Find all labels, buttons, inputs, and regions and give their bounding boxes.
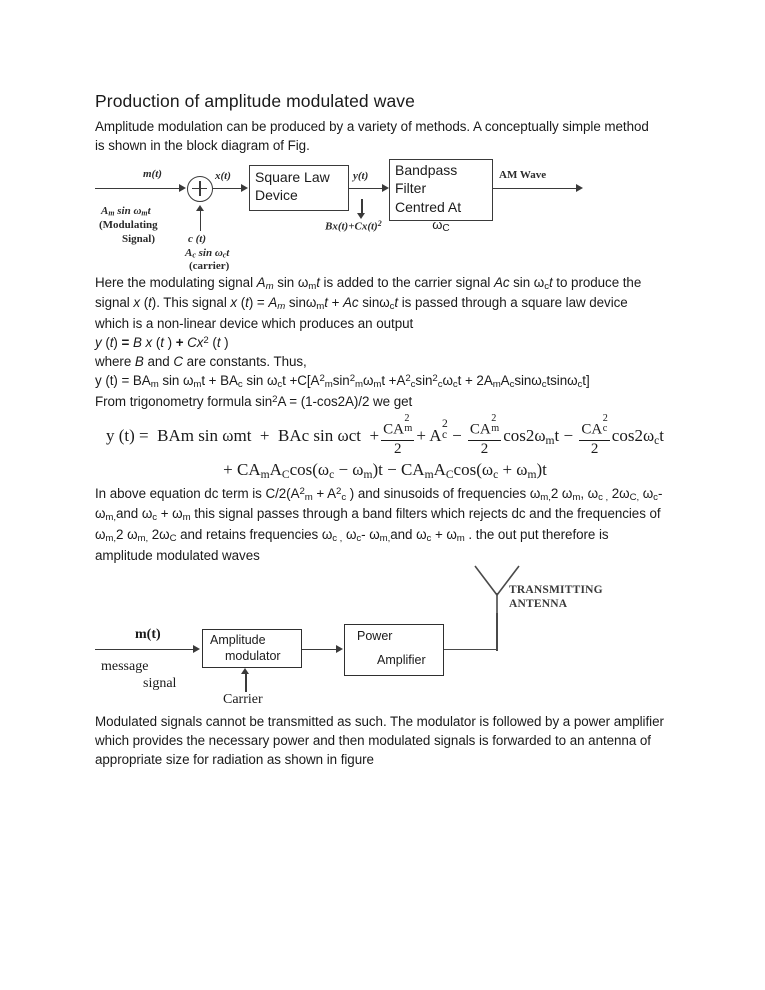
bandpass-filter-center-frequency: $\omega_C$ <box>432 217 450 235</box>
antenna-mast-line <box>496 613 498 651</box>
modulating-signal-expression: $A_m$ $\sin \omega_mt$ <box>101 204 151 218</box>
am-transmitter-block-diagram <box>95 571 675 711</box>
power-amplifier-line1: Power <box>357 628 393 643</box>
bandpass-filter-block <box>389 159 493 235</box>
input-arrowhead <box>179 184 186 192</box>
square-law-device-block <box>249 165 349 211</box>
paragraph-trig-formula: From trigonometry formula $\sin^2A = (1-\cos 2A)/2$ we get <box>95 394 413 410</box>
power-amplifier-line2: Amplifier <box>377 652 426 667</box>
square-law-device-line1: Square Law <box>255 168 330 185</box>
carrier-expression: $A_c$ $\sin \omega_ct$ <box>185 246 230 260</box>
carrier-label: Carrier <box>223 691 263 707</box>
paragraph-derivation-1: Here the modulating signal $A_m$ $\sin \omega_mt$ is added to the carrier signal Ac $\sin \omega_ct$ to produce the signal x (t). This signal x $(t) = A_m$ sinω$_m$t + Ac sinω$_c$t is passed through a square law device which is a non-linear device which produces an output <box>95 274 642 332</box>
carrier-input-line <box>245 674 247 692</box>
y-of-t-label: y(t) <box>353 169 369 182</box>
modulator-to-amplifier-line <box>302 649 338 651</box>
document-content <box>95 90 675 769</box>
fraction-numerator: CA 2 m <box>381 417 414 440</box>
summing-junction-icon <box>187 176 213 202</box>
transmitting-antenna-label-line2: ANTENNA <box>509 597 568 610</box>
amplitude-modulator-line2: modulator <box>225 648 281 663</box>
x-of-t-line <box>213 188 243 190</box>
fraction-denominator: 2 <box>480 440 489 457</box>
carrier-note: (carrier) <box>189 259 230 272</box>
bandpass-filter-line2: Centred At <box>395 198 462 215</box>
intro-paragraph: Amplitude modulation can be produced by a variety of methods. A conceptually simple method is shown in the block diagram of Fig. <box>95 118 649 153</box>
transmitting-antenna-label-line1: TRANSMITTING <box>509 583 603 596</box>
paragraph-conclusion: Modulated signals cannot be transmitted as such. The modulator is followed by a power amplifier which provides the necessary power and then modulated signals is forwarded to an antenna of appropriate size for radiation as shown in figure <box>95 713 664 768</box>
am-wave-arrowhead <box>576 184 583 192</box>
message-input-line <box>95 649 195 651</box>
main-equation-line-2: + $CA_mA_C\cos(\omega_c - \omega_m)t - CA_mA_C\cos(\omega_c + \omega_m)t$ <box>223 460 547 482</box>
amplitude-modulator-block <box>202 629 302 668</box>
fraction-ca2m-over-2-second <box>468 413 501 457</box>
message-signal-line2: signal <box>143 675 177 691</box>
message-signal-line1: message <box>101 658 149 674</box>
x-of-t-label: x(t) <box>215 169 231 182</box>
modulator-to-amplifier-arrowhead <box>336 645 343 653</box>
main-derived-equation <box>95 413 675 482</box>
am-wave-label: AM Wave <box>499 168 547 181</box>
carrier-line <box>200 211 202 231</box>
input-line <box>95 188 181 190</box>
y-of-t-line <box>349 188 384 190</box>
x-of-t-arrowhead <box>241 184 248 192</box>
carrier-label: c (t) <box>188 232 207 245</box>
square-law-device-line2: Device <box>255 187 298 204</box>
fraction-ca2m-over-2-first <box>381 413 414 457</box>
message-input-arrowhead <box>193 645 200 653</box>
square-law-modulator-block-diagram <box>95 157 675 272</box>
carrier-input-arrowhead <box>241 668 249 674</box>
bandpass-filter-line1: Bandpass Filter <box>395 161 458 197</box>
fraction-denominator: 2 <box>393 440 402 457</box>
carrier-arrowhead <box>196 205 204 211</box>
paragraph-expanded-equation: y $(t) = BA_m$ $\sin \omega_mt + BA_c$ $\sin \omega_ct +C[A^2_m\sin^2_m\omega_mt +A^2_c\sin^2_c\omega_ct + 2A_mA_c\sin\omega_ctsin\omega_ct]$ <box>95 373 590 391</box>
m-of-t-label: m(t) <box>135 626 161 642</box>
am-wave-output-line <box>493 188 579 190</box>
amplifier-to-antenna-line <box>444 649 497 651</box>
modulating-signal-line3: Signal) <box>122 232 156 245</box>
fraction-denominator: 2 <box>590 440 599 457</box>
main-equation-line-1: y (t) = BAm sin ωmt + BAc sin ωct + CA 2 m 2 + A 2 c − CA 2 m 2 $\cos 2\omega_mt$ − CA 2 c 2 $\cos 2\omega_ct$ <box>105 413 665 457</box>
page-title: Production of amplitude modulated wave <box>95 91 415 111</box>
paragraph-dc-term-discussion: In above equation dc term is $C/2(A^2_m + A^2_c$ ) and sinusoids of frequencies $\omega_{m,}2$ $\omega_m$, $\omega_{c ,}$ $2\omega_{C,}$ $\omega_c-$ $\omega_{m,}and$ $\omega_c + \omega_m$ this signal passes through a band filters which rejects dc and the frequencies of $\omega_{m,}2$ $\omega_{m,}$ $2\omega_C$ and retains frequencies $\omega_{c ,}$ $\omega_c-$ $\omega_{m,}and$ $\omega_c + \omega_m$ . the out put therefore is amplitude modulated waves <box>95 485 663 563</box>
m-of-t-label: m(t) <box>143 167 162 180</box>
paragraph-output-equation: y (t) = B x (t ) + Cx$^2$ (t ) <box>95 335 229 351</box>
power-amplifier-block <box>344 624 444 676</box>
fraction-numerator: CA 2 m <box>468 417 501 440</box>
paragraph-constants: where B and C are constants. Thus, <box>95 354 307 370</box>
fraction-ca2c-over-2 <box>579 413 609 457</box>
fraction-numerator: CA 2 c <box>579 417 609 440</box>
modulating-signal-line2: (Modulating <box>99 218 158 231</box>
square-law-output-expression: $Bx(t)+Cx(t)^2$ <box>325 218 382 232</box>
y-of-t-arrowhead <box>382 184 389 192</box>
amplitude-modulator-line1: Amplitude <box>210 632 266 647</box>
